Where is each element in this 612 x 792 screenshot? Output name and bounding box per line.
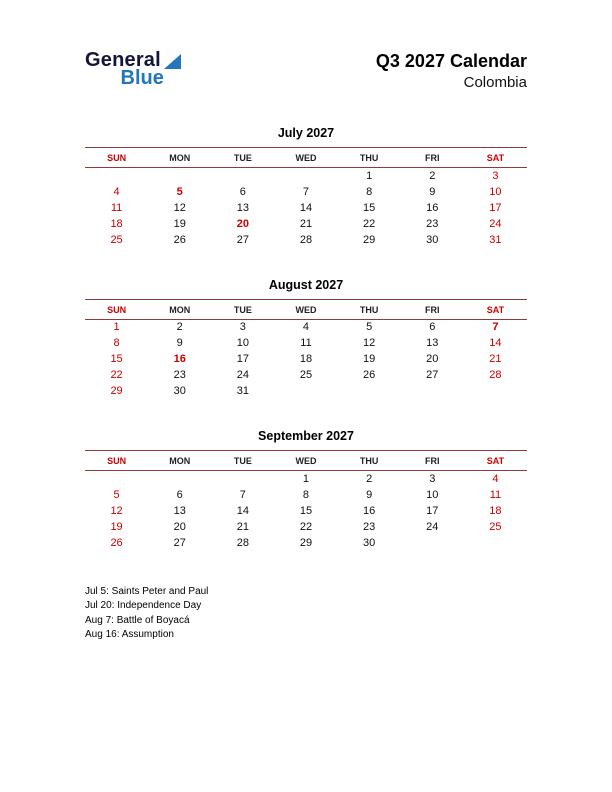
holiday-notes: [85, 585, 527, 643]
day-cell: 4: [302, 321, 310, 334]
day-cell: 5: [113, 488, 120, 501]
page-header: [85, 50, 527, 102]
day-cell: 21: [489, 353, 502, 365]
day-cell: 13: [173, 504, 186, 517]
weekday-header: MON: [148, 148, 211, 168]
calendar-grid: [85, 450, 527, 551]
weekday-header: TUE: [211, 299, 274, 319]
week-row: [85, 319, 527, 335]
empty-cell: [274, 383, 337, 399]
day-cell: 13: [426, 337, 439, 349]
day-cell: 25: [299, 369, 313, 381]
weekday-header: SUN: [85, 148, 148, 168]
week-row: [85, 535, 527, 551]
day-cell: 24: [426, 520, 439, 533]
day-cell: 24: [489, 217, 502, 230]
calendar-grid: [85, 147, 527, 248]
day-cell: 21: [236, 520, 249, 533]
day-cell: 18: [110, 217, 123, 230]
weekday-header: WED: [274, 148, 337, 168]
logo-triangle-icon: [164, 54, 181, 69]
week-row: [85, 351, 527, 367]
day-cell: 9: [366, 488, 373, 501]
day-cell: 26: [173, 233, 186, 246]
day-cell: 17: [489, 201, 502, 214]
day-cell: 16: [426, 201, 439, 214]
weekday-header-row: [85, 299, 527, 319]
day-cell: 2: [176, 321, 183, 334]
day-cell: 13: [236, 201, 249, 214]
holiday-note: Jul 5: Saints Peter and Paul: [85, 585, 209, 597]
day-cell: 28: [236, 536, 249, 549]
day-cell: 15: [299, 504, 313, 517]
holiday-note: Jul 20: Independence Day: [85, 600, 202, 611]
weekday-header: THU: [338, 299, 401, 319]
weekday-header: FRI: [401, 299, 464, 319]
day-cell: 19: [173, 217, 186, 230]
day-cell: 8: [302, 488, 310, 501]
weekday-header: MON: [148, 299, 211, 319]
day-cell: 6: [239, 185, 246, 198]
day-cell: 14: [489, 337, 502, 349]
day-cell: 27: [236, 233, 249, 246]
week-row: [85, 471, 527, 487]
day-cell: 19: [363, 353, 376, 365]
page-subtitle: Colombia: [463, 74, 527, 91]
day-cell: 16: [363, 504, 376, 517]
day-cell: 25: [110, 233, 123, 246]
day-cell: 30: [363, 536, 376, 549]
week-row: [85, 487, 527, 503]
day-cell: 28: [299, 233, 313, 246]
day-cell: 27: [173, 536, 186, 549]
day-cell: 18: [489, 504, 502, 517]
month-august-2027: [85, 278, 527, 400]
day-cell: 1: [113, 321, 120, 334]
week-row: [85, 184, 527, 200]
weekday-header: WED: [274, 299, 337, 319]
day-cell: 1: [302, 472, 310, 485]
weekday-header: SAT: [464, 299, 527, 319]
day-cell: 22: [110, 369, 123, 381]
month-september-2027: [85, 429, 527, 551]
day-cell: 29: [363, 233, 376, 246]
weekday-header-row: [85, 451, 527, 471]
holiday-note: Aug 16: Assumption: [85, 629, 174, 640]
empty-cell: [85, 168, 148, 184]
calendar-grid: [85, 299, 527, 400]
day-cell: 22: [363, 217, 376, 230]
logo-text-blue: Blue: [120, 67, 164, 89]
day-cell: 14: [299, 201, 313, 214]
week-row: [85, 503, 527, 519]
day-cell: 29: [110, 385, 123, 397]
empty-cell: [148, 168, 211, 184]
empty-cell: [401, 383, 464, 399]
empty-cell: [338, 383, 401, 399]
empty-cell: [148, 471, 211, 487]
day-cell: 11: [110, 201, 123, 214]
weekday-header: SUN: [85, 299, 148, 319]
month-title: September 2027: [258, 429, 354, 443]
day-cell: 7: [492, 321, 499, 334]
day-cell: 7: [239, 488, 246, 501]
day-cell: 12: [110, 504, 123, 517]
weekday-header: WED: [274, 451, 337, 471]
day-cell: 31: [489, 233, 502, 246]
day-cell: 9: [429, 185, 436, 198]
day-cell: 10: [236, 337, 249, 349]
weekday-header: SAT: [464, 451, 527, 471]
weekday-header: TUE: [211, 148, 274, 168]
day-cell: 2: [429, 169, 436, 182]
day-cell: 31: [236, 385, 249, 397]
day-cell: 5: [366, 321, 373, 334]
day-cell: 2: [366, 472, 373, 485]
day-cell: 3: [429, 472, 436, 485]
day-cell: 16: [173, 353, 186, 365]
week-row: [85, 383, 527, 399]
day-cell: 26: [110, 536, 123, 549]
general-blue-logo: [85, 50, 181, 88]
day-cell: 15: [363, 201, 376, 214]
weekday-header: FRI: [401, 148, 464, 168]
month-title: August 2027: [268, 277, 344, 292]
day-cell: 23: [426, 217, 439, 230]
day-cell: 4: [492, 472, 499, 485]
empty-cell: [401, 535, 464, 551]
day-cell: 6: [176, 488, 183, 501]
week-row: [85, 200, 527, 216]
day-cell: 28: [489, 369, 502, 381]
empty-cell: [85, 471, 148, 487]
day-cell: 15: [110, 353, 123, 365]
page-title: Q3 2027 Calendar: [375, 51, 527, 71]
day-cell: 12: [363, 337, 376, 349]
day-cell: 7: [302, 185, 310, 198]
day-cell: 17: [426, 504, 439, 517]
weekday-header: THU: [338, 451, 401, 471]
day-cell: 17: [236, 353, 249, 365]
day-cell: 26: [363, 369, 376, 381]
day-cell: 1: [366, 169, 373, 182]
week-row: [85, 232, 527, 248]
empty-cell: [211, 168, 274, 184]
week-row: [85, 519, 527, 535]
weekday-header: FRI: [401, 451, 464, 471]
day-cell: 3: [239, 321, 246, 334]
month-july-2027: [85, 126, 527, 248]
day-cell: 18: [299, 353, 313, 365]
logo-text-general: General: [85, 49, 161, 71]
weekday-header: MON: [148, 451, 211, 471]
weekday-header: SUN: [85, 451, 148, 471]
months: [85, 126, 527, 551]
weekday-header: THU: [338, 148, 401, 168]
day-cell: 9: [176, 337, 183, 349]
day-cell: 19: [110, 520, 123, 533]
month-title: July 2027: [277, 126, 335, 140]
empty-cell: [464, 535, 527, 551]
week-row: [85, 367, 527, 383]
day-cell: 8: [113, 337, 120, 349]
day-cell: 25: [489, 520, 502, 533]
title-block: [376, 50, 527, 92]
day-cell: 24: [236, 369, 249, 381]
weekday-header: TUE: [211, 451, 274, 471]
day-cell: 20: [236, 217, 249, 230]
day-cell: 20: [426, 353, 439, 365]
day-cell: 27: [426, 369, 439, 381]
day-cell: 20: [173, 520, 186, 533]
week-row: [85, 168, 527, 184]
day-cell: 3: [492, 169, 499, 182]
day-cell: 30: [426, 233, 439, 246]
weekday-header: SAT: [464, 148, 527, 168]
day-cell: 10: [489, 185, 502, 198]
day-cell: 14: [236, 504, 249, 517]
day-cell: 22: [299, 520, 313, 533]
empty-cell: [464, 383, 527, 399]
day-cell: 10: [426, 488, 439, 501]
day-cell: 30: [173, 385, 186, 397]
day-cell: 6: [429, 321, 436, 334]
day-cell: 5: [176, 185, 183, 198]
empty-cell: [211, 471, 274, 487]
day-cell: 23: [363, 520, 376, 533]
empty-cell: [274, 168, 337, 184]
holiday-note: Aug 7: Battle of Boyacá: [85, 614, 190, 626]
day-cell: 11: [300, 337, 312, 349]
week-row: [85, 335, 527, 351]
day-cell: 21: [299, 217, 313, 230]
day-cell: 12: [173, 201, 186, 214]
day-cell: 23: [173, 369, 186, 381]
week-row: [85, 216, 527, 232]
day-cell: 11: [489, 488, 502, 501]
day-cell: 29: [299, 536, 313, 549]
day-cell: 4: [113, 185, 120, 198]
weekday-header-row: [85, 148, 527, 168]
day-cell: 8: [366, 185, 373, 198]
